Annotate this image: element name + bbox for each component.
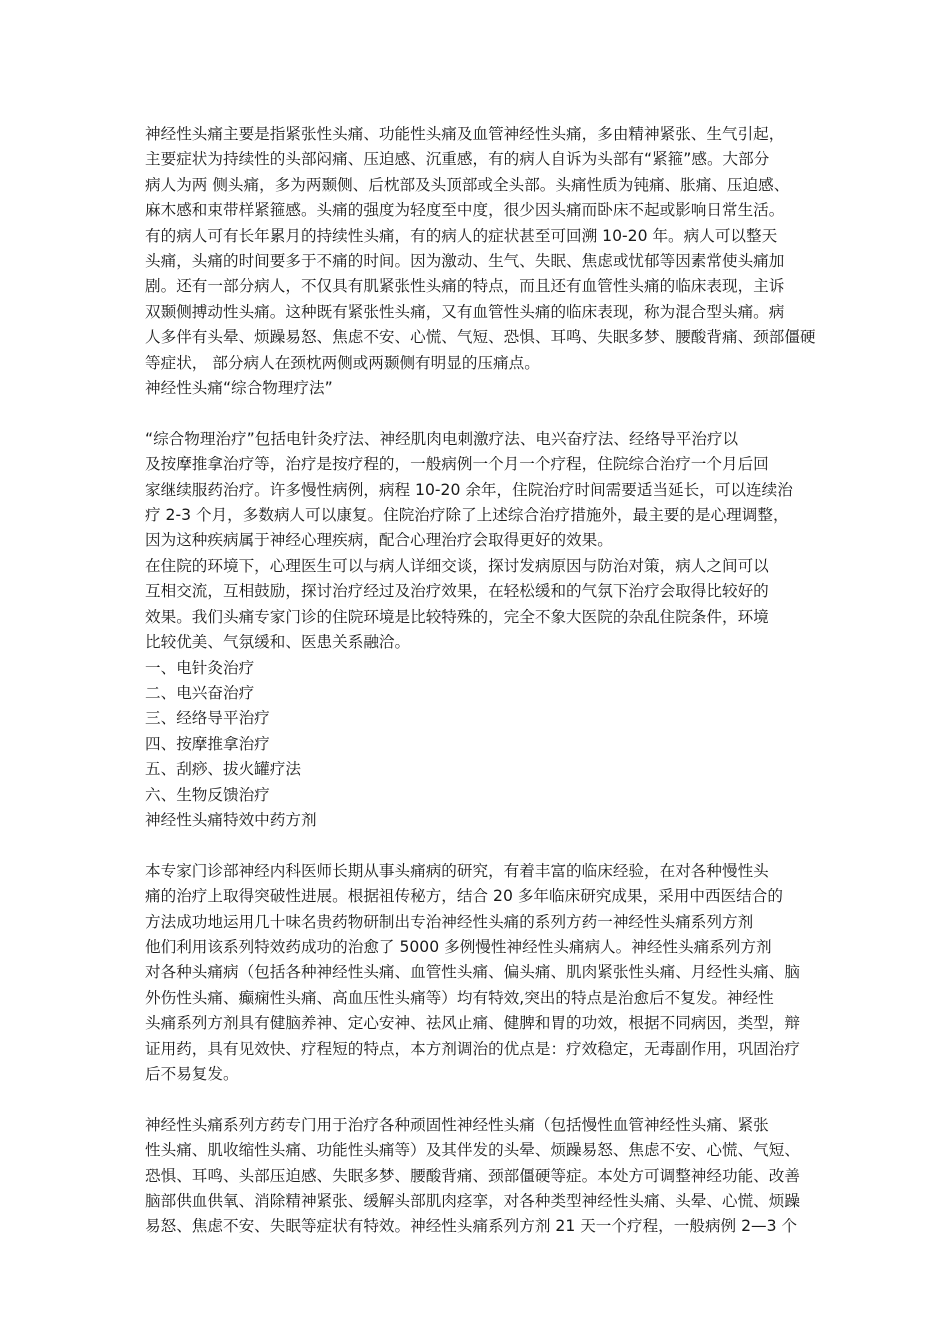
physio-therapy-heading: 神经性头痛“综合物理疗法” <box>145 379 333 398</box>
clinic-paragraph: 本专家门诊部神经内科医师长期从事头痛病的研究，有着丰富的临床经验，在对各种慢性头 痛的治疗上取得突破性进展。根据祖传秘方，结合 20 多年临床研究成果，采用中西医结合的 方法成功地运用几十味名贵药物研制出专治神经性头痛的系列方药一神经性头痛系列方剂 他们利用该系列特效药成功的治愈了 5000 多例慢性神经性头痛病人。神经性头痛系列方剂 对各种头痛病（包括各种神经性头痛、血管性头痛、偏头痛、肌肉紧张性头痛、月经性头痛、脑 外伤性头痛、癫痫性头痛、高血压性头痛等）均有特效,突出的特点是治愈后不复发。神经性 头痛系列方剂具有健脑养神、定心安神、祛风止痛、健脾和胃的功效，根据不同病因，类型，辩 证用药，具有见效快、疗程短的特点，本方剂调治的优点是：疗效稳定，无毒副作用，巩固治疗 后不易复发。 <box>145 861 800 1083</box>
document-body <box>145 122 825 1240</box>
therapy-item: 一、电针灸治疗 <box>145 658 255 677</box>
therapy-item: 四、按摩推拿治疗 <box>145 734 270 753</box>
blank-line <box>145 1087 825 1112</box>
blank-line <box>145 401 825 426</box>
therapy-item: 二、电兴奋治疗 <box>145 683 255 702</box>
therapy-item: 五、刮痧、拔火罐疗法 <box>145 760 301 779</box>
physio-therapy-paragraph: “综合物理治疗”包括电针灸疗法、神经肌肉电刺激疗法、电兴奋疗法、经络导平治疗以 及按摩推拿治疗等，治疗是按疗程的，一般病例一个月一个疗程，住院综合治疗一个月后回 家继续服药治疗。许多慢性病例，病程 10-20 余年，住院治疗时间需要适当延长，可以连续治 疗 2-3 个月，多数病人可以康复。住院治疗除了上述综合治疗措施外，最主要的是心理调整， 因为这种疾病属于神经心理疾病，配合心理治疗会取得更好的效果。 <box>145 429 793 550</box>
therapy-item: 六、生物反馈治疗 <box>145 785 270 804</box>
intro-paragraph: 神经性头痛主要是指紧张性头痛、功能性头痛及血管神经性头痛，多由精神紧张、生气引起， 主要症状为持续性的头部闷痛、压迫感、沉重感，有的病人自诉为头部有“紧箍”感。大部分 病人为两 侧头痛，多为两颞侧、后枕部及头顶部或全头部。头痛性质为钝痛、胀痛、压迫感、 麻木感和束带样紧箍感。头痛的强度为轻度至中度，很少因头痛而卧床不起或影响日常生活。 有的病人可有长年累月的持续性头痛，有的病人的症状甚至可回溯 10-20 年。病人可以整天 头痛，头痛的时间要多于不痛的时间。因为激动、生气、失眠、焦虑或忧郁等因素常使头痛加 剧。还有一部分病人，不仅具有肌紧张性头痛的特点，而且还有血管性头痛的临床表现，主诉 双颞侧搏动性头痛。这种既有紧张性头痛，又有血管性头痛的临床表现，称为混合型头痛。病 人多伴有头晕、烦躁易怒、焦虑不安、心慌、气短、恐惧、耳鸣、失眠多梦、腰酸背痛、颈部僵硬 等症状， 部分病人在颈枕两侧或两颞侧有明显的压痛点。 <box>145 125 816 372</box>
inpatient-paragraph: 在住院的环境下，心理医生可以与病人详细交谈，探讨发病原因与防治对策，病人之间可以 互相交流，互相鼓励，探讨治疗经过及治疗效果，在轻松缓和的气氛下治疗会取得比较好的 效果。我们头痛专家门诊的住院环境是比较特殊的，完全不象大医院的杂乱住院条件，环境 比较优美、气氛缓和、医患关系融洽。 <box>145 556 769 652</box>
tcm-prescription-heading: 神经性头痛特效中药方剂 <box>145 810 317 829</box>
series-paragraph: 神经性头痛系列方药专门用于治疗各种顽固性神经性头痛（包括慢性血管神经性头痛、紧张 性头痛、肌收缩性头痛、功能性头痛等）及其伴发的头晕、烦躁易怒、焦虑不安、心慌、气短、 恐惧、耳鸣、头部压迫感、失眠多梦、腰酸背痛、颈部僵硬等症。本处方可调整神经功能、改善 脑部供血供氧、消除精神紧张、缓解头部肌肉痉挛，对各种类型神经性头痛、头晕、心慌、烦躁 易怒、焦虑不安、失眠等症状有特效。神经性头痛系列方剂 21 天一个疗程，一般病例 2—3 个 <box>145 1115 800 1236</box>
therapy-item: 三、经络导平治疗 <box>145 709 270 728</box>
blank-line <box>145 833 825 858</box>
therapy-list <box>145 656 825 808</box>
